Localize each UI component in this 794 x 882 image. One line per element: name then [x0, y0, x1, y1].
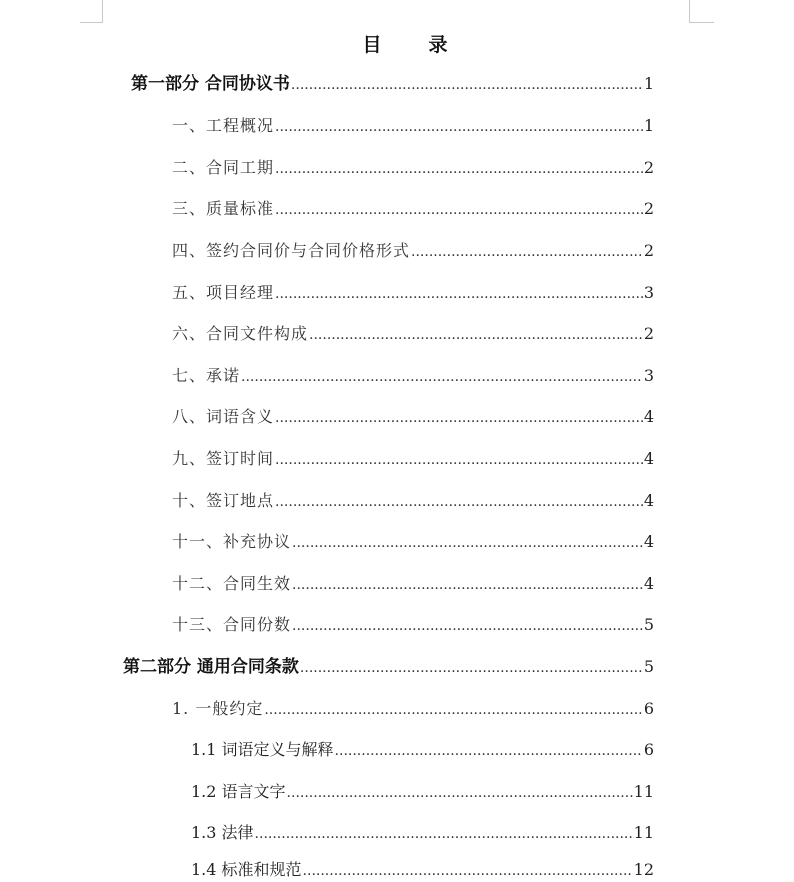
toc-entry[interactable] [172, 323, 654, 345]
toc-entry-label: 四、签约合同价与合同价格形式 [172, 241, 411, 260]
toc-entry-label: 1.2 语言文字 [191, 782, 286, 801]
toc-entry-page: 1 [643, 74, 654, 93]
dot-leader [275, 406, 643, 429]
toc-entry-label: 第一部分 合同协议书 [131, 74, 290, 94]
toc-entry-page: 4 [643, 449, 654, 468]
toc-entry-label: 三、质量标准 [172, 199, 275, 218]
toc-entry-label: 1.1 词语定义与解释 [191, 740, 334, 759]
page-corner-mark-left [80, 0, 103, 23]
dot-leader [335, 739, 643, 762]
dot-leader [292, 614, 643, 637]
toc-entry-label: 七、承诺 [172, 366, 241, 385]
dot-leader [292, 531, 643, 554]
toc-entry[interactable] [172, 115, 654, 137]
toc-entry-page: 11 [633, 823, 654, 842]
dot-leader [300, 656, 643, 679]
toc-entry-page: 12 [633, 860, 654, 879]
toc-entry-label: 十二、合同生效 [172, 574, 292, 593]
toc-entry-label: 五、项目经理 [172, 283, 275, 302]
toc-entry-page: 1 [643, 116, 654, 135]
page-corner-mark-right [689, 0, 714, 23]
toc-entry[interactable] [172, 698, 654, 720]
dot-leader [275, 448, 643, 471]
toc-entry[interactable] [172, 490, 654, 512]
toc-entry-label: 十一、补充协议 [172, 532, 292, 551]
dot-leader [264, 698, 642, 721]
toc-entry-label: 十、签订地点 [172, 491, 275, 510]
toc-entry[interactable] [172, 365, 654, 387]
toc-entry-page: 11 [633, 782, 654, 801]
toc-entry[interactable] [131, 73, 654, 95]
toc-entry-page: 3 [643, 366, 654, 385]
toc-entry-page: 3 [643, 283, 654, 302]
toc-entry-label: 九、签订时间 [172, 449, 275, 468]
toc-entry-page: 2 [643, 199, 654, 218]
toc-entry-label: 1.3 法律 [191, 823, 254, 842]
dot-leader [309, 323, 643, 346]
toc-entry-label: 1. 一般约定 [172, 699, 264, 718]
toc-entry[interactable] [172, 406, 654, 428]
toc-entry-page: 2 [643, 241, 654, 260]
toc-entry-label: 八、词语含义 [172, 407, 275, 426]
toc-entry[interactable] [191, 859, 654, 881]
toc-entry[interactable] [172, 448, 654, 470]
toc-entry[interactable] [172, 157, 654, 179]
dot-leader [275, 115, 643, 138]
dot-leader [241, 365, 643, 388]
dot-leader [275, 282, 643, 305]
toc-entry[interactable] [123, 656, 654, 678]
toc-entry-page: 2 [643, 158, 654, 177]
toc-entry-page: 6 [643, 699, 654, 718]
toc-entry-page: 2 [643, 324, 654, 343]
toc-entry-label: 十三、合同份数 [172, 615, 292, 634]
dot-leader [275, 157, 643, 180]
dot-leader [275, 490, 643, 513]
toc-entry-page: 6 [643, 740, 654, 759]
toc-entry[interactable] [172, 198, 654, 220]
toc-entry[interactable] [191, 822, 654, 844]
toc-entry-page: 4 [643, 407, 654, 426]
toc-entry-page: 4 [643, 491, 654, 510]
toc-entry[interactable] [172, 614, 654, 636]
toc-entry-label: 1.4 标准和规范 [191, 860, 302, 879]
dot-leader [255, 822, 633, 845]
dot-leader [275, 198, 643, 221]
toc-entry-page: 4 [643, 574, 654, 593]
toc-entry[interactable] [172, 531, 654, 553]
toc-title: 目 录 [362, 34, 462, 56]
toc-entry-label: 二、合同工期 [172, 158, 275, 177]
toc-entry-page: 5 [643, 657, 654, 676]
toc-entry[interactable] [172, 573, 654, 595]
dot-leader [411, 240, 643, 263]
toc-entry-label: 第二部分 通用合同条款 [123, 657, 299, 677]
toc-entry-page: 4 [643, 532, 654, 551]
toc-entry-label: 六、合同文件构成 [172, 324, 309, 343]
dot-leader [292, 573, 643, 596]
dot-leader [291, 73, 643, 96]
dot-leader [303, 859, 633, 882]
dot-leader [287, 781, 633, 804]
toc-entry-label: 一、工程概况 [172, 116, 275, 135]
toc-entry[interactable] [191, 739, 654, 761]
toc-entry[interactable] [172, 282, 654, 304]
toc-entry[interactable] [191, 781, 654, 803]
toc-entry[interactable] [172, 240, 654, 262]
toc-entry-page: 5 [643, 615, 654, 634]
